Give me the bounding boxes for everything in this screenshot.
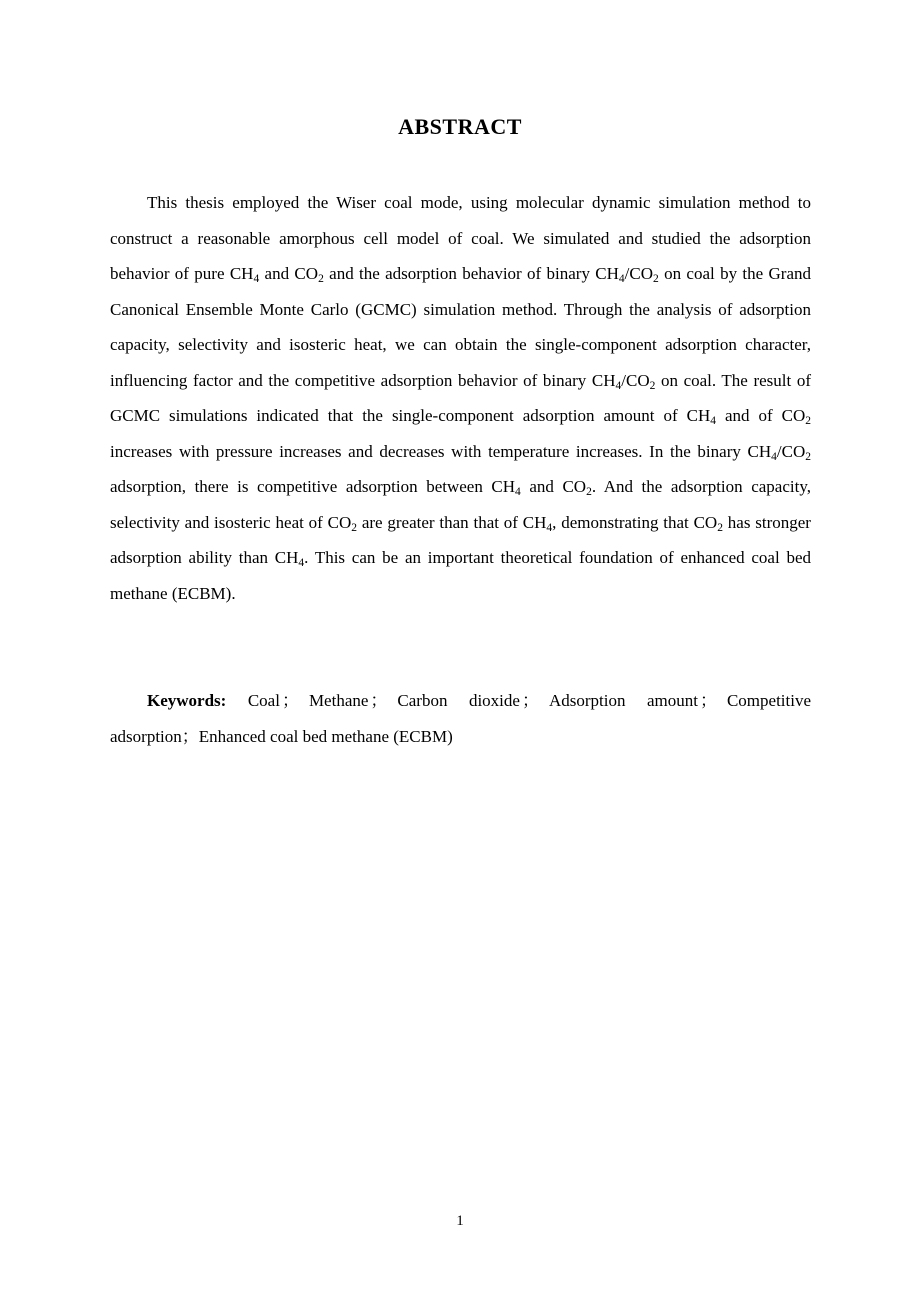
abstract-text: /CO — [776, 441, 806, 461]
subscript: 4 — [615, 379, 622, 392]
abstract-text: on coal by the Grand Canonical Ensemble Monte Carlo (GCMC) simulation method. Through the analysis of adsorption capacity, selectivity and isosteric heat, we can obtain the single-component adsorption character, influencing factor and the competitive adsorption behavior of binary CH — [110, 264, 811, 390]
abstract-text: This thesis employed the Wiser coal mode, using molecular dynamic simulation method to construct a reasonable amorphous cell model of coal. We simulated and studied the adsorption behavior of pure CH — [110, 193, 811, 283]
keyword: Methane — [308, 691, 369, 710]
keyword: Coal — [247, 691, 280, 710]
subscript: 2 — [653, 273, 659, 285]
keyword: Competitive adsorption — [110, 691, 812, 746]
abstract-text: are greater than that of CH — [357, 512, 547, 532]
subscript: 2 — [649, 379, 656, 392]
keyword: Adsorption amount — [548, 691, 698, 710]
abstract-text: increases with pressure increases and decreases with temperature increases. In the binary CH — [110, 441, 772, 461]
abstract-text: and CO — [520, 477, 587, 496]
subscript: 2 — [717, 521, 723, 534]
abstract-text: . This can be an important theoretical foundation of enhanced coal bed methane (ECBM). — [110, 548, 811, 603]
abstract-text: on coal. The result of GCMC simulations indicated that the single-component adsorption amount of CH — [110, 370, 811, 425]
abstract-text: , demonstrating that CO — [552, 512, 718, 532]
abstract-text: and of CO — [715, 406, 806, 425]
abstract-text: . And the adsorption capacity, selectivity and isosteric heat of CO — [110, 477, 811, 532]
subscript: 4 — [546, 521, 553, 534]
subscript: 4 — [710, 415, 716, 427]
abstract-text: /CO — [621, 370, 650, 390]
page-title: ABSTRACT — [398, 114, 522, 139]
abstract-text: has stronger adsorption ability than CH — [110, 512, 811, 567]
subscript: 2 — [805, 450, 811, 463]
subscript: 2 — [586, 486, 592, 498]
subscript: 2 — [351, 521, 357, 534]
subscript: 4 — [618, 273, 625, 285]
keyword-separator: ； — [699, 691, 717, 710]
abstract-text: adsorption, there is competitive adsorption between CH — [110, 477, 516, 496]
keywords-label: Keywords: — [147, 691, 227, 710]
abstract-text: and the adsorption behavior of binary CH — [323, 264, 619, 283]
subscript: 4 — [298, 557, 305, 569]
keyword: Carbon dioxide — [397, 691, 520, 710]
subscript: 2 — [805, 415, 812, 427]
page-number: 1 — [456, 1213, 464, 1229]
abstract-text: /CO — [624, 264, 654, 283]
subscript: 2 — [318, 273, 324, 285]
keyword-separator: ； — [281, 691, 299, 710]
keywords-line — [110, 683, 811, 754]
keyword-separator: ； — [181, 726, 199, 746]
keyword-separator: ； — [370, 691, 388, 710]
keyword: Enhanced coal bed methane (ECBM) — [198, 726, 453, 746]
keyword-separator: ； — [521, 691, 539, 710]
subscript: 4 — [771, 450, 777, 463]
abstract-text: and CO — [259, 264, 319, 283]
subscript: 4 — [515, 486, 521, 498]
subscript: 4 — [253, 273, 260, 285]
abstract-paragraph — [110, 185, 811, 611]
